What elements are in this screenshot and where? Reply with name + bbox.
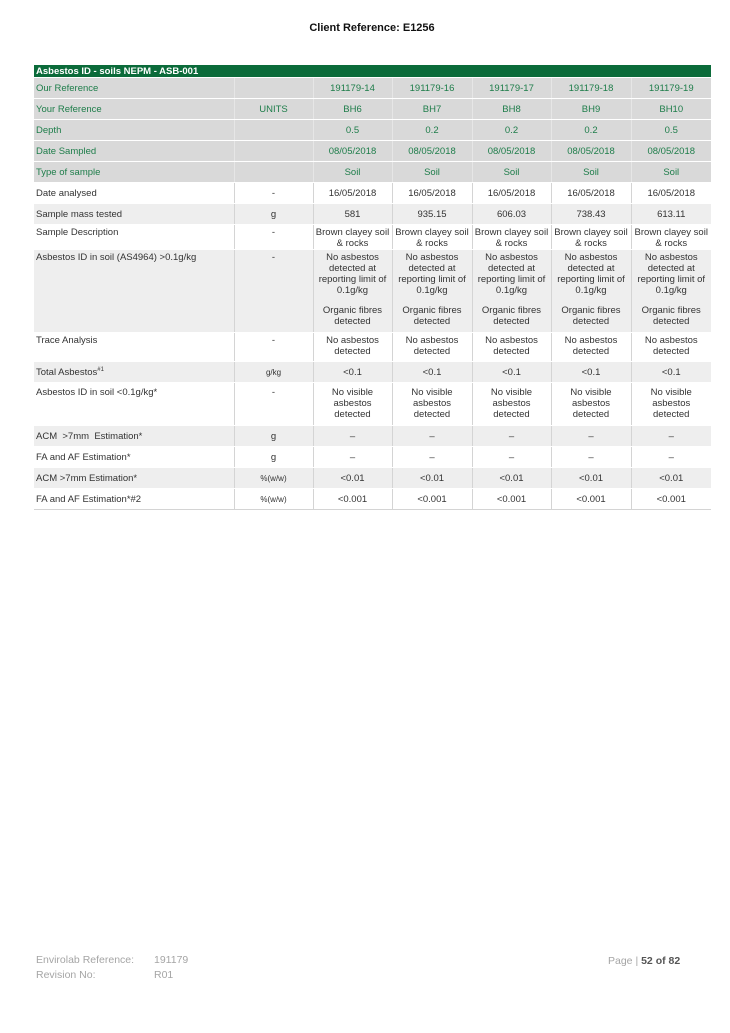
asb-line: No asbestos [644,252,698,263]
asb-line: detected [413,316,451,327]
unit-cell [234,120,313,141]
value-cell: 191179-14 [313,78,392,99]
value-cell: 16/05/2018 [313,183,392,204]
value-cell: Soil [313,162,392,183]
value-cell: 0.2 [392,120,472,141]
trace-line: No asbestos [644,335,698,346]
value-cell [631,333,711,362]
header-row-your-reference [34,99,711,120]
value-cell: BH8 [472,99,551,120]
row-trace-analysis [34,333,711,362]
value-cell: BH9 [551,99,631,120]
lt-line: detected [413,409,451,420]
row-asbestos-id [34,250,711,333]
desc-line: & rocks [575,238,607,249]
footer-reference [36,953,188,983]
asb-line: reporting limit of [637,274,706,285]
lt-line: detected [572,409,610,420]
asb-line: 0.1g/kg [495,285,528,296]
row-date-analysed [34,183,711,204]
value-cell: <0.001 [472,489,551,510]
value-cell: <0.1 [313,362,392,383]
trace-line: detected [493,346,530,357]
lt-line: detected [334,409,371,420]
value-cell: 08/05/2018 [631,141,711,162]
unit-cell: - [234,250,313,333]
value-cell: 935.15 [392,204,472,225]
lt-line: No visible [411,387,453,398]
asb-line: No asbestos [485,252,538,263]
value-cell: 191179-18 [551,78,631,99]
value-cell: 738.43 [551,204,631,225]
value-cell [472,225,551,250]
unit-cell [234,141,313,162]
asb-line: detected at [647,263,695,274]
asb-line: Organic fibres [641,305,701,316]
asb-line: reporting limit of [398,274,466,285]
trace-line: No asbestos [326,335,379,346]
value-cell: – [472,447,551,468]
page-label: Page | [608,955,639,967]
unit-cell: %(w/w) [234,468,313,489]
desc-line: & rocks [416,238,448,249]
row-sample-description [34,225,711,250]
unit-cell: - [234,183,313,204]
value-cell: BH10 [631,99,711,120]
desc-line: Brown clayey soil [395,227,469,238]
value-cell: <0.01 [631,468,711,489]
desc-line: & rocks [495,238,528,249]
value-cell: 08/05/2018 [551,141,631,162]
units-header: UNITS [234,99,313,120]
asb-line: Organic fibres [402,305,462,316]
desc-line: Brown clayey soil [474,227,549,238]
unit-cell: g [234,447,313,468]
lt-line: detected [493,409,530,420]
value-cell: – [313,447,392,468]
value-cell [313,250,392,333]
value-cell [551,333,631,362]
value-cell: 16/05/2018 [392,183,472,204]
value-cell: <0.001 [551,489,631,510]
value-cell: 08/05/2018 [472,141,551,162]
value-cell: <0.01 [392,468,472,489]
asb-line: Organic fibres [481,305,542,316]
value-cell: <0.001 [392,489,472,510]
trace-line: detected [334,346,371,357]
value-cell [551,383,631,426]
trace-line: No asbestos [564,335,618,346]
asb-line: 0.1g/kg [336,285,369,296]
value-cell: 0.2 [472,120,551,141]
row-label [34,362,234,383]
row-sample-mass [34,204,711,225]
value-cell: <0.01 [313,468,392,489]
value-cell [392,225,472,250]
trace-line: No asbestos [485,335,538,346]
desc-line: Brown clayey soil [634,227,708,238]
lt-line: asbestos [571,398,611,409]
trace-line: detected [413,346,451,357]
row-label: Sample mass tested [34,204,234,225]
value-cell [313,225,392,250]
value-cell [392,333,472,362]
table-title: Asbestos ID - soils NEPM - ASB-001 [34,65,313,78]
value-cell [631,383,711,426]
desc-line: Brown clayey soil [554,227,628,238]
unit-cell: - [234,383,313,426]
value-cell: 606.03 [472,204,551,225]
header-row-depth [34,120,711,141]
row-label: FA and AF Estimation*#2 [34,489,234,510]
value-cell [631,225,711,250]
value-cell [631,250,711,333]
value-cell [392,250,472,333]
value-cell: 0.5 [631,120,711,141]
row-total-asbestos [34,362,711,383]
revision-value: R01 [154,969,174,981]
lt-line: asbestos [412,398,452,409]
value-cell: 08/05/2018 [392,141,472,162]
lt-line: asbestos [652,398,691,409]
revision-label: Revision No: [36,969,96,981]
asb-line: No asbestos [405,252,459,263]
asb-line: Organic fibres [322,305,383,316]
value-cell: BH6 [313,99,392,120]
footnote-marker: #1 [97,367,104,374]
lt-line: No visible [331,387,374,398]
page-title: Client Reference: E1256 [309,22,435,34]
row-label: ACM >7mm Estimation* [34,468,234,489]
lt-line: asbestos [333,398,372,409]
unit-cell: - [234,225,313,250]
value-cell: 16/05/2018 [472,183,551,204]
asb-line: reporting limit of [557,274,625,285]
value-cell [392,383,472,426]
row-label: Type of sample [34,162,234,183]
value-cell: <0.1 [392,362,472,383]
value-cell: 08/05/2018 [313,141,392,162]
asb-line: detected [334,316,371,327]
desc-line: & rocks [655,238,688,249]
row-label: Asbestos ID in soil (AS4964) >0.1g/kg [34,250,234,333]
value-cell: <0.1 [631,362,711,383]
unit-cell: g [234,426,313,447]
desc-line: Brown clayey soil [315,227,390,238]
desc-line: & rocks [336,238,369,249]
unit-cell [234,78,313,99]
unit-cell: g [234,204,313,225]
row-label: ACM >7mm Estimation* [34,426,234,447]
asb-line: detected at [487,263,535,274]
value-cell [551,250,631,333]
value-cell [313,333,392,362]
value-cell: 16/05/2018 [551,183,631,204]
asb-line: detected [493,316,530,327]
value-cell [313,383,392,426]
value-cell: BH7 [392,99,472,120]
trace-line: detected [572,346,610,357]
value-cell: 581 [313,204,392,225]
envirolab-reference-value: 191179 [154,954,189,966]
asb-line: No asbestos [564,252,618,263]
row-acm-pct [34,468,711,489]
lt-line: asbestos [492,398,531,409]
value-cell: 613.11 [631,204,711,225]
asb-line: reporting limit of [477,274,546,285]
page-number [608,955,680,967]
trace-line: detected [653,346,690,357]
value-cell: <0.01 [551,468,631,489]
row-acm-g [34,426,711,447]
asb-line: detected at [408,263,456,274]
value-cell: – [631,426,711,447]
value-cell: 191179-17 [472,78,551,99]
value-cell: – [313,426,392,447]
row-label: Date Sampled [34,141,234,162]
value-cell [551,225,631,250]
row-label: FA and AF Estimation* [34,447,234,468]
value-cell: – [551,426,631,447]
envirolab-reference-label: Envirolab Reference: [36,954,135,966]
value-cell: <0.001 [631,489,711,510]
unit-cell: g/kg [234,362,313,383]
header-row-our-reference [34,78,711,99]
header-row-type-of-sample [34,162,711,183]
unit-cell [234,162,313,183]
value-cell [472,383,551,426]
row-label: Your Reference [34,99,234,120]
unit-cell: - [234,333,313,362]
asbestos-results-table [34,65,711,510]
value-cell [472,250,551,333]
asb-line: No asbestos [326,252,379,263]
row-label: Trace Analysis [34,333,234,362]
lt-line: detected [653,409,690,420]
row-label: Date analysed [34,183,234,204]
row-label: Sample Description [34,225,234,250]
asb-line: detected at [328,263,376,274]
row-label: Our Reference [34,78,234,99]
value-cell: – [551,447,631,468]
trace-line: No asbestos [405,335,459,346]
value-cell [472,333,551,362]
value-cell: Soil [392,162,472,183]
unit-cell: %(w/w) [234,489,313,510]
total-asbestos-label: Total Asbestos [36,367,98,379]
value-cell: 0.2 [551,120,631,141]
asb-line: detected [572,316,610,327]
value-cell: – [472,426,551,447]
value-cell: – [631,447,711,468]
asb-line: detected at [567,263,615,274]
value-cell: <0.001 [313,489,392,510]
lt-line: No visible [490,387,533,398]
row-fa-pct [34,489,711,510]
asb-line: 0.1g/kg [575,285,607,296]
value-cell: – [392,426,472,447]
value-cell: Soil [472,162,551,183]
value-cell: – [392,447,472,468]
asb-line: detected [653,316,690,327]
header-row-date-sampled [34,141,711,162]
value-cell: 191179-19 [631,78,711,99]
value-cell: Soil [551,162,631,183]
asb-line: Organic fibres [561,305,621,316]
table-title-row [34,65,711,78]
value-cell: <0.1 [551,362,631,383]
value-cell: <0.1 [472,362,551,383]
asb-line: 0.1g/kg [416,285,448,296]
asb-line: reporting limit of [318,274,387,285]
row-asbestos-lt [34,383,711,426]
row-label: Asbestos ID in soil <0.1g/kg* [34,383,234,426]
value-cell: 191179-16 [392,78,472,99]
lt-line: No visible [650,387,692,398]
asb-line: 0.1g/kg [655,285,687,296]
value-cell: 0.5 [313,120,392,141]
value-cell: 16/05/2018 [631,183,711,204]
row-label: Depth [34,120,234,141]
row-fa-g [34,447,711,468]
lt-line: No visible [570,387,612,398]
value-cell: <0.01 [472,468,551,489]
value-cell: Soil [631,162,711,183]
page-value: 52 of 82 [641,955,681,967]
